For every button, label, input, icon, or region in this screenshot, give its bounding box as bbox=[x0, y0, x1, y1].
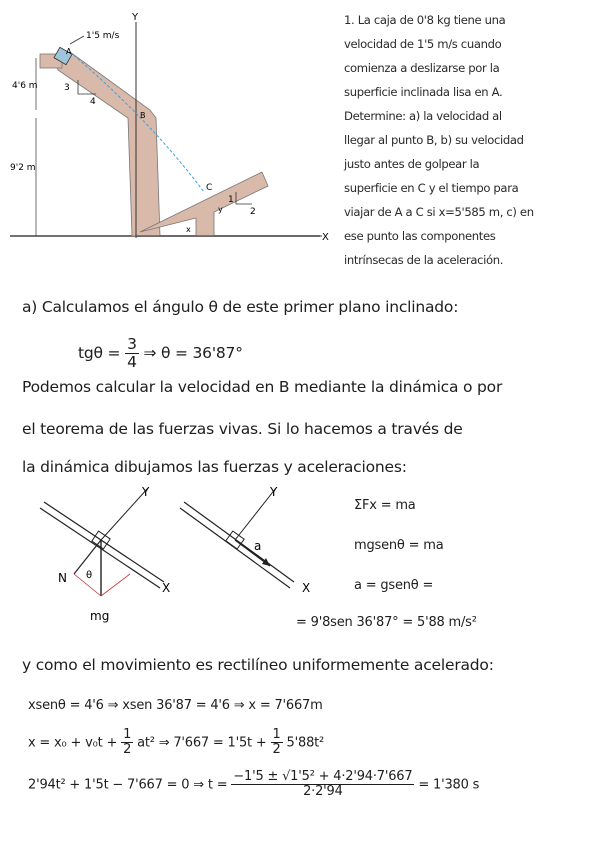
tg-fraction bbox=[125, 336, 139, 371]
eq7-num: −1'5 ± √1'5² + 4·2'94·7'667 bbox=[233, 769, 413, 784]
equation: = 9'8sen 36'87° = 5'88 m/s² bbox=[296, 615, 477, 630]
eq6-num: 1 bbox=[123, 727, 132, 742]
solution-text: el teorema de las fuerzas vivas. Si lo hacemos a través de bbox=[22, 420, 463, 438]
tangent-equation bbox=[78, 336, 243, 371]
problem-line: viajar de A a C si x=5'585 m, c) en bbox=[344, 205, 534, 219]
velocity-label: 1'5 m/s bbox=[86, 31, 120, 41]
tg-right: ⇒ θ = 36'87° bbox=[143, 344, 243, 363]
free-body-diagram bbox=[30, 478, 320, 638]
eq7-left: 2'94t² + 1'5t − 7'667 = 0 ⇒ t = bbox=[28, 777, 228, 793]
fbd-n-label: N bbox=[58, 571, 67, 585]
fbd-x-label: X bbox=[162, 581, 171, 595]
tg-den: 4 bbox=[127, 353, 137, 372]
upper-incline bbox=[55, 52, 160, 236]
slope2-rise: 1 bbox=[228, 195, 234, 205]
solution-text: Podemos calcular la velocidad en B mediante la dinámica o por bbox=[22, 378, 503, 396]
tg-left: tgθ = bbox=[78, 344, 121, 363]
eq6-right: 5'88t² bbox=[286, 735, 325, 751]
slope2-run: 2 bbox=[250, 207, 256, 217]
problem-line: superficie inclinada lisa en A. bbox=[344, 85, 503, 99]
equation: a = gsenθ = bbox=[354, 578, 434, 593]
slope1-rise: 3 bbox=[64, 83, 70, 93]
quadratic-equation bbox=[28, 770, 479, 800]
eq7-den: 2·2'94 bbox=[303, 784, 343, 800]
slope1-run: 4 bbox=[90, 97, 96, 107]
fbd-theta-label: θ bbox=[86, 570, 93, 581]
y-dim-label: y bbox=[218, 205, 223, 214]
eq6-fraction bbox=[121, 728, 133, 758]
equation: xsenθ = 4'6 ⇒ xsen 36'87 = 4'6 ⇒ x = 7'667m bbox=[28, 698, 323, 713]
eq6-num-2: 1 bbox=[272, 727, 281, 742]
kinematics-equation bbox=[28, 728, 324, 758]
eq6-den: 2 bbox=[123, 742, 132, 758]
fbd-mg-label: mg bbox=[90, 609, 110, 623]
height-top: 4'6 m bbox=[12, 81, 38, 91]
solution-text: y como el movimiento es rectilíneo uniformemente acelerado: bbox=[22, 656, 494, 674]
fbd-y-label-2: Y bbox=[270, 485, 278, 499]
equation: mgsenθ = ma bbox=[354, 538, 444, 553]
fbd-y-label: Y bbox=[142, 485, 150, 499]
x-dim-label: x bbox=[186, 225, 191, 234]
eq7-right: = 1'380 s bbox=[418, 777, 480, 793]
problem-line: llegar al punto B, b) su velocidad bbox=[344, 133, 524, 147]
problem-line: comienza a deslizarse por la bbox=[344, 61, 500, 75]
problem-line: intrínsecas de la aceleración. bbox=[344, 253, 504, 267]
problem-line: velocidad de 1'5 m/s cuando bbox=[344, 37, 502, 51]
problem-line: superficie en C y el tiempo para bbox=[344, 181, 519, 195]
eq6-fraction-2 bbox=[271, 728, 283, 758]
y-axis-label: Y bbox=[132, 12, 139, 23]
problem-line: Determine: a) la velocidad al bbox=[344, 109, 502, 123]
point-c: C bbox=[206, 183, 213, 193]
problem-line: justo antes de golpear la bbox=[344, 157, 480, 171]
solution-text: la dinámica dibujamos las fuerzas y aceleraciones: bbox=[22, 458, 407, 476]
point-a: A bbox=[66, 47, 72, 56]
tg-num: 3 bbox=[127, 335, 137, 353]
x-axis-label: X bbox=[322, 232, 329, 243]
fbd-a-label: a bbox=[254, 539, 262, 553]
height-main: 9'2 m bbox=[10, 163, 36, 173]
problem-line: 1. La caja de 0'8 kg tiene una bbox=[344, 13, 506, 27]
fbd-x-label-2: X bbox=[302, 581, 311, 595]
equation: ΣFx = ma bbox=[354, 498, 416, 513]
problem-line: ese punto las componentes bbox=[344, 229, 496, 243]
eq6-den-2: 2 bbox=[272, 742, 281, 758]
point-b: B bbox=[140, 111, 146, 120]
eq6-left: x = x₀ + v₀t + bbox=[28, 735, 118, 751]
incline-figure bbox=[0, 0, 340, 270]
eq6-mid: at² ⇒ 7'667 = 1'5t + bbox=[137, 735, 267, 751]
solution-part-a: a) Calculamos el ángulo θ de este primer plano inclinado: bbox=[22, 298, 459, 316]
eq7-fraction bbox=[231, 770, 414, 800]
